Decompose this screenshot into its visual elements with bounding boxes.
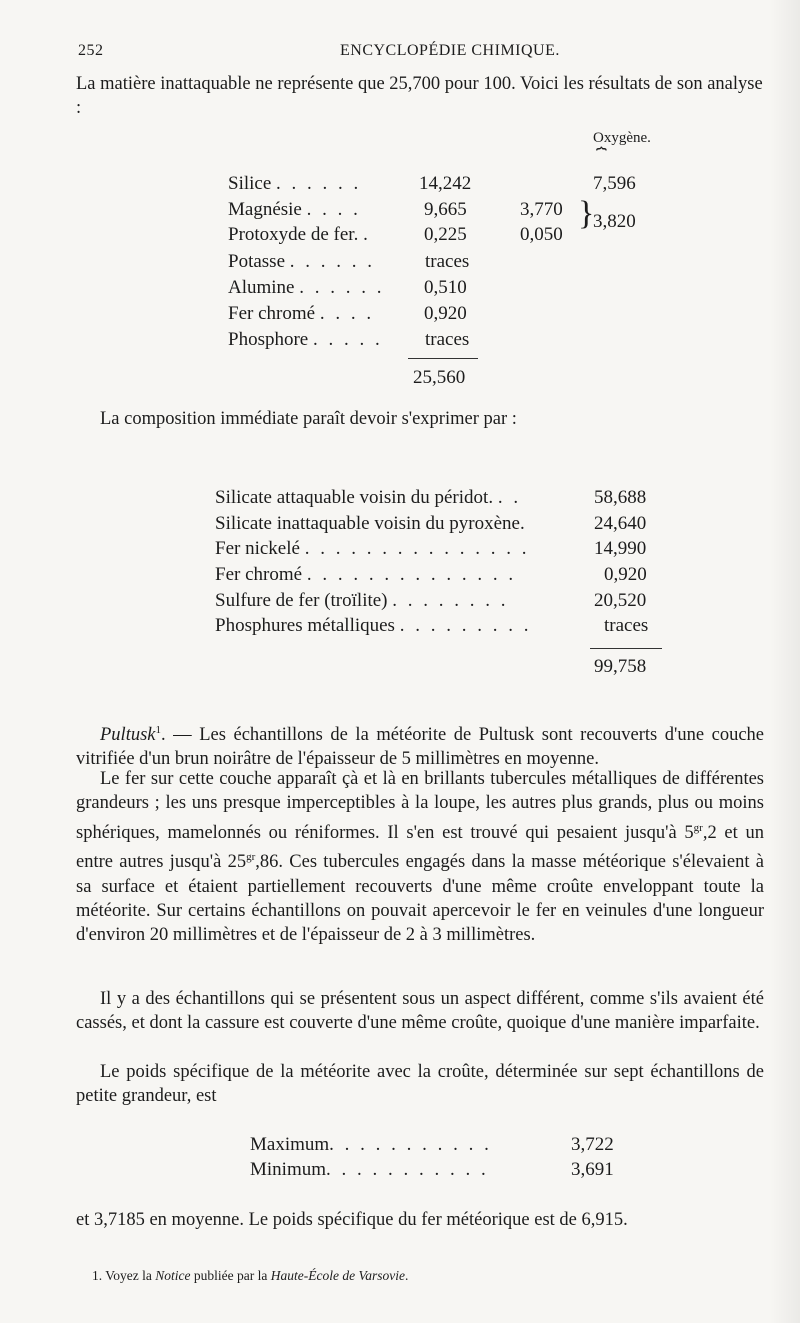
row-name: Minimum <box>250 1159 327 1180</box>
pultusk-paragraph-2 <box>76 767 764 947</box>
analysis-row-phosphore <box>228 328 383 352</box>
composition-row-silicate-attaquable <box>215 486 521 510</box>
oxygen-top-value: 7,596 <box>593 173 636 194</box>
pultusk-paragraph-1-text: . — Les échantillons de la météorite de Pultusk sont recouverts d'une couche vitrifiée d'un brun noirâtre de l'épaisseur de 5 millimètres en moyenne. <box>76 725 764 770</box>
running-title: ENCYCLOPÉDIE CHIMIQUE. <box>340 42 560 59</box>
density-row-maximum <box>250 1133 492 1157</box>
pultusk-paragraph-4: Le poids spécifique de la météorite avec la croûte, déterminée sur sept échantillons de petite grandeur, est <box>76 1062 764 1107</box>
p2-text-c: ,86. Ces tubercules engagés dans la masse météorique s'élevaient à sa surface et étaient partiellement recouverts d'une même croûte enveloppant toute la météorite. Sur certains échantillons on pouvait apercevoir le fer en veinules d'une longueur d'environ 20 millimètres et de l'épaisseur de 2 à 3 millimètres. <box>76 852 764 946</box>
row-leader: . . . . . . <box>276 173 362 194</box>
row-leader: . . . . . . <box>299 277 385 298</box>
row-name: Alumine <box>228 277 295 298</box>
footnote-mark: 1 <box>155 724 161 736</box>
density-value-minimum: 3,691 <box>571 1159 614 1180</box>
pultusk-paragraph-1 <box>76 718 764 772</box>
analysis-total: 25,560 <box>413 367 466 388</box>
footnote-text-b: publiée par la <box>190 1268 271 1283</box>
right-brace: } <box>578 195 595 232</box>
page-edge-shadow <box>770 0 800 1323</box>
oxygen-column-header: Oxygène. <box>593 130 651 146</box>
analysis-row-potasse <box>228 250 375 274</box>
row-leader: . . . . . <box>312 329 383 350</box>
row-leader: . . . . . . <box>289 251 375 272</box>
footnote-number: 1. <box>92 1268 103 1283</box>
composition-total: 99,758 <box>594 656 647 677</box>
analysis-row-silice <box>228 172 361 196</box>
gram-unit-1: gr <box>693 821 703 834</box>
composition-row-silicate-inattaquable <box>215 512 525 536</box>
closing-line: et 3,7185 en moyenne. Le poids spécifique du fer météorique est de 6,915. <box>76 1210 628 1230</box>
row-name: Phosphures métalliques <box>215 615 395 636</box>
row-leader: . . . . . . . . . . . . . . . <box>304 538 530 559</box>
density-value-maximum: 3,722 <box>571 1134 614 1155</box>
row-leader: . . . . <box>306 199 361 220</box>
footnote-text-a: Voyez la <box>105 1268 156 1283</box>
analysis-value-phosphore: traces <box>425 329 470 350</box>
composition-row-fer-nickele <box>215 537 529 561</box>
composition-value-phosphures: traces <box>604 615 649 636</box>
pultusk-paragraph-3: Il y a des échantillons qui se présentent sous un aspect différent, comme s'ils avaient été cassés, et dont la cassure est couverte d'une même croûte, quoique d'une manière imparfaite. <box>76 989 764 1034</box>
p2-text-b: ,2 et un entre autres jusqu'à 25 <box>76 822 764 873</box>
composition-total-rule <box>590 648 662 649</box>
row-name: Phosphore <box>228 329 309 350</box>
pultusk-title: Pultusk <box>100 725 156 746</box>
row-name: Silicate inattaquable voisin du pyroxène. <box>215 513 525 534</box>
analysis-value-magnesie: 9,665 <box>424 199 467 220</box>
analysis-row-magnesie <box>228 198 361 222</box>
composition-value-fer-chrome: 0,920 <box>604 564 647 585</box>
row-leader: . . . . . . . . <box>392 590 509 611</box>
composition-row-phosphures <box>215 614 531 638</box>
row-name: Sulfure de fer (troïlite) <box>215 590 388 611</box>
oxygen-tilde-brace: ⏞ <box>596 147 607 167</box>
composition-row-sulfure <box>215 589 509 613</box>
analysis-value-silice: 14,242 <box>419 173 472 194</box>
footnote <box>92 1268 408 1284</box>
density-row-minimum <box>250 1158 489 1182</box>
composition-value-sulfure: 20,520 <box>594 590 647 611</box>
composition-value-silicate-attaquable: 58,688 <box>594 487 647 508</box>
row-leader: . . <box>497 487 522 508</box>
row-name: Maximum <box>250 1134 330 1155</box>
footnote-notice: Notice <box>155 1268 191 1283</box>
p2-text-a: Le fer sur cette couche apparaît çà et là en brillants tubercules métalliques de différentes grandeurs ; les uns presque imperceptibles à la loupe, les autres plus grands, plus ou moins sphériques, mamelonnés ou réniformes. Il s'en est trouvé qui pesaient jusqu'à 5 <box>76 769 764 843</box>
analysis-value-alumine: 0,510 <box>424 277 467 298</box>
intro-paragraph: La matière inattaquable ne représente que 25,700 pour 100. Voici les résultats de son analyse : <box>76 74 763 119</box>
row-name: Magnésie <box>228 199 302 220</box>
analysis-row-alumine <box>228 276 385 300</box>
footnote-institution: Haute-École de Varsovie <box>270 1268 405 1283</box>
row-leader: . . . . . . . . . . . . . . <box>306 564 517 585</box>
row-name: Silicate attaquable voisin du péridot. <box>215 487 494 508</box>
row-name: Potasse <box>228 251 285 272</box>
analysis-value-protoxyde: 0,225 <box>424 224 467 245</box>
analysis-value-potasse: traces <box>425 251 470 272</box>
analysis-row-fer-chrome <box>228 302 374 326</box>
analysis-value-fer-chrome: 0,920 <box>424 303 467 324</box>
row-leader: . <box>363 224 371 245</box>
brace-sum-value: 3,820 <box>593 211 636 232</box>
row-name: Fer chromé <box>228 303 316 324</box>
row-name: Fer nickelé <box>215 538 300 559</box>
row-leader: . . . . . . . . . <box>399 615 532 636</box>
analysis-row-protoxyde <box>228 223 371 247</box>
row-leader: . . . . . . . . . . . <box>326 1159 489 1180</box>
row-leader: . . . . . . . . . . . <box>329 1134 492 1155</box>
oxygen-value-magnesie: 3,770 <box>520 199 563 220</box>
page-number: 252 <box>78 42 104 59</box>
row-leader: . . . . <box>319 303 375 324</box>
composition-value-fer-nickele: 14,990 <box>594 538 647 559</box>
row-name: Protoxyde de fer. <box>228 224 359 245</box>
oxygen-value-protoxyde: 0,050 <box>520 224 563 245</box>
composition-intro: La composition immédiate paraît devoir s'exprimer par : <box>100 409 517 429</box>
row-name: Fer chromé <box>215 564 303 585</box>
composition-row-fer-chrome <box>215 563 516 587</box>
composition-value-silicate-inattaquable: 24,640 <box>594 513 647 534</box>
row-name: Silice <box>228 173 272 194</box>
gram-unit-2: gr <box>246 851 256 864</box>
footnote-end: . <box>404 1268 409 1283</box>
analysis-total-rule <box>408 358 478 359</box>
